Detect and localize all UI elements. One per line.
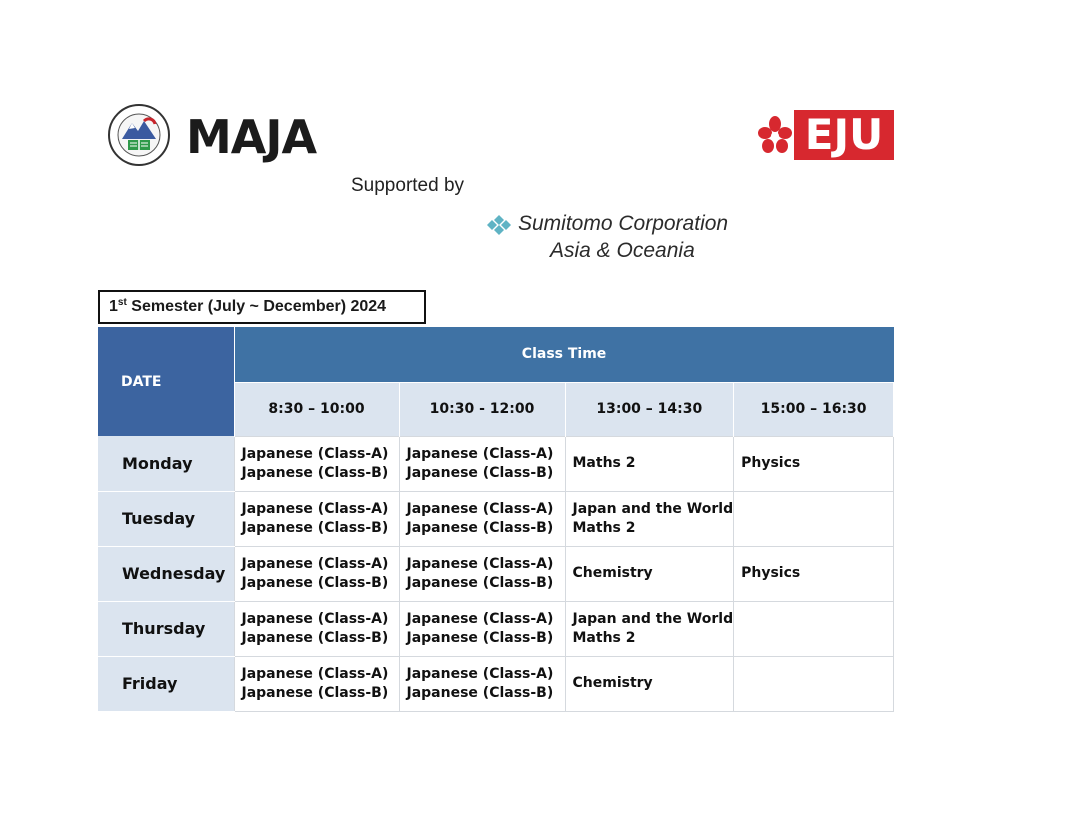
empty-cell <box>734 491 894 546</box>
subject-text: Japanese (Class-B) <box>241 464 389 481</box>
table-row <box>98 546 894 601</box>
table-row <box>98 601 894 656</box>
supported-by-text: Supported by <box>351 175 465 196</box>
time-slot-header: 10:30 - 12:00 <box>399 382 565 436</box>
class-cell <box>399 601 565 656</box>
subject-text: Japanese (Class-B) <box>241 684 389 701</box>
time-slot-header: 13:00 – 14:30 <box>565 382 734 436</box>
subject-text: Japanese (Class-A) <box>406 610 554 627</box>
class-timetable <box>98 327 894 712</box>
subject-text: Japanese (Class-B) <box>406 629 554 646</box>
class-cell <box>734 546 894 601</box>
subject-text: Japanese (Class-B) <box>406 464 554 481</box>
class-cell <box>399 436 565 491</box>
day-label: Wednesday <box>98 546 234 601</box>
subject-text: Japanese (Class-B) <box>406 574 554 591</box>
sumitomo-diamond-icon <box>486 214 512 236</box>
class-cell <box>399 656 565 711</box>
subject-text: Physics <box>741 455 801 471</box>
subject-text: Maths 2 <box>572 519 636 536</box>
semester-ordinal-suffix: st <box>117 297 127 308</box>
time-slot-header: 8:30 – 10:00 <box>234 382 399 436</box>
class-cell <box>234 436 399 491</box>
table-row <box>98 491 894 546</box>
empty-cell <box>734 656 894 711</box>
day-label: Monday <box>98 436 234 491</box>
subject-text: Maths 2 <box>572 629 636 646</box>
class-cell <box>565 546 734 601</box>
sumitomo-logo <box>486 212 746 268</box>
sumitomo-region: Asia & Oceania <box>550 239 695 262</box>
time-slot-header: 15:00 – 16:30 <box>734 382 894 436</box>
subject-text: Japanese (Class-B) <box>241 574 389 591</box>
subject-text: Maths 2 <box>572 455 636 471</box>
class-cell <box>234 601 399 656</box>
table-row <box>98 656 894 711</box>
subject-text: Japanese (Class-A) <box>241 665 389 682</box>
eju-wordmark: EJU <box>794 110 894 160</box>
day-label: Tuesday <box>98 491 234 546</box>
class-cell <box>234 491 399 546</box>
subject-text: Japanese (Class-A) <box>406 665 554 682</box>
subject-text: Japanese (Class-A) <box>241 500 389 517</box>
subject-text: Chemistry <box>572 675 653 691</box>
maja-emblem-icon <box>100 103 178 167</box>
class-cell <box>234 546 399 601</box>
empty-cell <box>734 601 894 656</box>
maja-logo <box>100 103 330 167</box>
subject-text: Japanese (Class-B) <box>241 519 389 536</box>
semester-ordinal-number: 1 <box>109 298 118 315</box>
class-cell <box>734 436 894 491</box>
class-cell <box>565 491 734 546</box>
subject-text: Japanese (Class-B) <box>406 519 554 536</box>
subject-text: Japanese (Class-A) <box>241 555 389 572</box>
subject-text: Chemistry <box>572 565 653 581</box>
day-label: Friday <box>98 656 234 711</box>
semester-title <box>98 290 426 324</box>
subject-text: Japanese (Class-A) <box>241 610 389 627</box>
subject-text: Japan and the World <box>572 610 734 627</box>
subject-text: Physics <box>741 565 801 581</box>
subject-text: Japanese (Class-B) <box>406 684 554 701</box>
maja-wordmark: MAJA <box>186 110 317 164</box>
subject-text: Japanese (Class-A) <box>406 445 554 462</box>
eju-logo <box>758 110 894 160</box>
subject-text: Japanese (Class-A) <box>406 555 554 572</box>
class-cell <box>399 491 565 546</box>
sumitomo-name: Sumitomo Corporation <box>518 212 729 235</box>
day-label: Thursday <box>98 601 234 656</box>
subject-text: Japanese (Class-A) <box>241 445 389 462</box>
subject-text: Japanese (Class-B) <box>241 629 389 646</box>
class-cell <box>565 436 734 491</box>
class-cell <box>399 546 565 601</box>
date-header: DATE <box>98 327 234 436</box>
class-cell <box>565 656 734 711</box>
class-cell <box>234 656 399 711</box>
table-row <box>98 436 894 491</box>
class-time-header: Class Time <box>234 327 894 382</box>
sakura-flower-icon <box>758 115 792 155</box>
semester-label: Semester (July ~ December) 2024 <box>131 298 387 315</box>
subject-text: Japan and the World <box>572 500 734 517</box>
class-cell <box>565 601 734 656</box>
subject-text: Japanese (Class-A) <box>406 500 554 517</box>
